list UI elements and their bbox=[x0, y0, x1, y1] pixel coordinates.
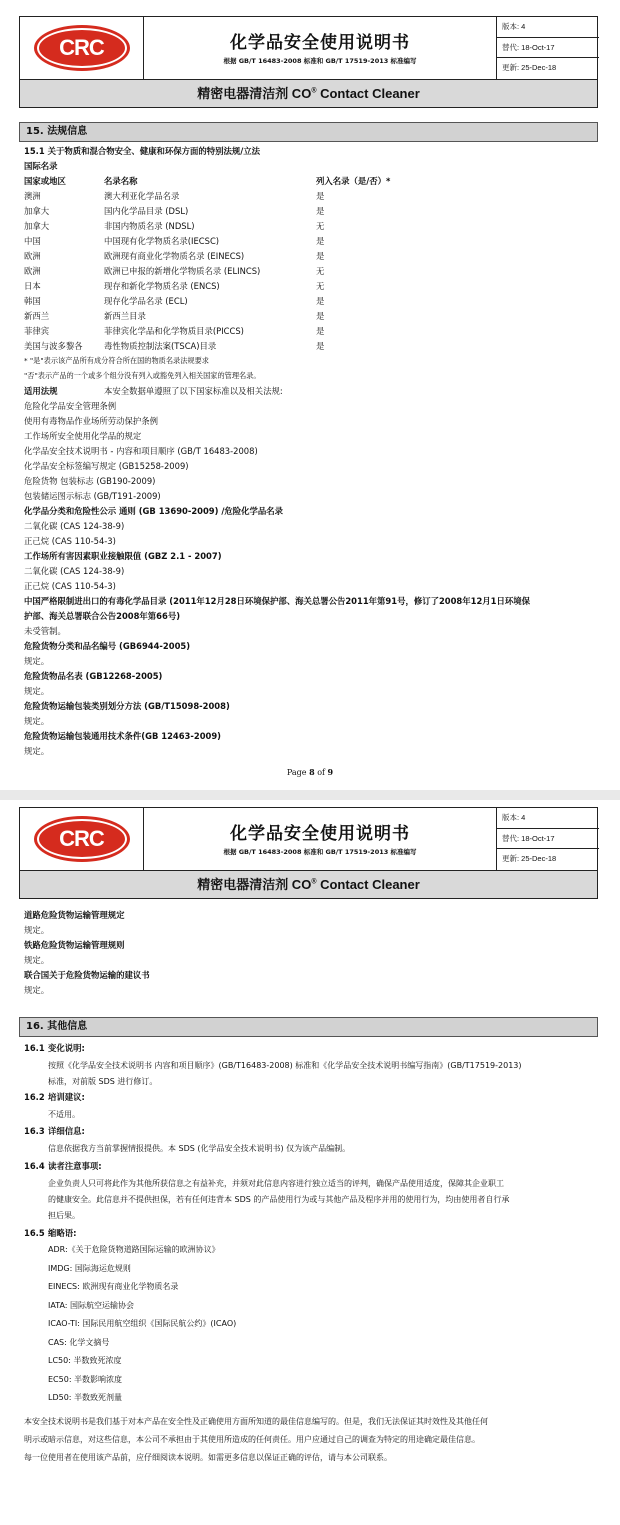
regulation-detail: 规定。 bbox=[24, 686, 50, 696]
transport-regs bbox=[24, 910, 594, 1000]
subsection-title: 培训建议: bbox=[48, 1092, 85, 1102]
regulation-item: 化学品安全标签编写规定 (GB15258-2009) bbox=[24, 461, 189, 471]
transport-reg-detail: 规定。 bbox=[24, 985, 50, 995]
regulation-title: 中国严格限制进出口的有毒化学品目录 (2011年12月28日环境保护部、海关总署公告2011年第91号，修订了2008年12月1日环境保 bbox=[24, 596, 530, 606]
abbreviation-item: IATA: 国际航空运输协会 bbox=[48, 1300, 135, 1310]
version-cell bbox=[496, 17, 599, 79]
transport-reg-title: 联合国关于危险货物运输的建议书 bbox=[24, 970, 150, 980]
subsection-title: 缩略语: bbox=[48, 1228, 77, 1238]
product-name-en: Contact Cleaner bbox=[316, 877, 420, 892]
regulation-title: 危险货物运输包装通用技术条件(GB 12463-2009) bbox=[24, 731, 221, 741]
note-yes: * "是"表示该产品所有成分符合所在国的物质名录法规要求 bbox=[24, 356, 209, 365]
regulation-title-cont: 护部、海关总署联合公告2008年第66号) bbox=[24, 611, 181, 621]
subsection-number: 16.3 bbox=[24, 1126, 45, 1136]
transport-reg-title: 道路危险货物运输管理规定 bbox=[24, 910, 125, 920]
cell-region: 中国 bbox=[24, 236, 41, 246]
table-row bbox=[24, 266, 594, 281]
table-row bbox=[24, 326, 594, 341]
logo-cell bbox=[20, 17, 144, 79]
regulation-title: 危险货物品名表 (GB12268-2005) bbox=[24, 671, 163, 681]
disclaimer bbox=[24, 1413, 590, 1467]
abbreviation-item: EC50: 半数影响浓度 bbox=[48, 1374, 123, 1384]
abbreviation-item: ADR:《关于危险货物道路国际运输的欧洲协议》 bbox=[48, 1245, 220, 1254]
cell-inventory: 现存化学品名录 (ECL) bbox=[104, 296, 188, 306]
table-row bbox=[24, 281, 594, 296]
body-line: 按照《化学品安全技术说明书 内容和项目顺序》(GB/T16483-2008) 标准和《化学品安全技术说明书编写指南》(GB/T17519-2013) bbox=[48, 1061, 522, 1070]
document-title: 化学品安全使用说明书 bbox=[230, 33, 410, 53]
body-line: 标准，对前版 SDS 进行修订。 bbox=[48, 1077, 158, 1086]
cell-region: 加拿大 bbox=[24, 206, 50, 216]
regulation-item: 包装储运图示标志 (GB/T191-2009) bbox=[24, 491, 161, 501]
footer-total-pages: 9 bbox=[327, 767, 334, 777]
regulation-blocks bbox=[24, 506, 594, 761]
regulation-title: 工作场所有害因素职业接触限值 (GBZ 2.1 - 2007) bbox=[24, 551, 222, 561]
transport-reg-detail: 规定。 bbox=[24, 925, 50, 935]
crc-logo bbox=[34, 25, 130, 71]
subsection-number: 16.1 bbox=[24, 1043, 45, 1053]
cell-inventory: 毒性物质控制法案(TSCA)目录 bbox=[104, 341, 217, 351]
document-header bbox=[19, 16, 598, 108]
regulation-item: 工作场所安全使用化学品的规定 bbox=[24, 431, 142, 441]
body-line: 信息依据我方当前掌握情报提供。本 SDS (化学品安全技术说明书) 仅为该产品编制。 bbox=[48, 1144, 351, 1153]
cell-inventory: 现存和新化学物质名录 (ENCS) bbox=[104, 281, 220, 291]
logo-text: CRC bbox=[59, 35, 104, 61]
col-listed: 列入名录（是/否）* bbox=[316, 176, 391, 186]
table-row bbox=[24, 206, 594, 221]
cell-region: 澳洲 bbox=[24, 191, 41, 201]
inventory-table-body bbox=[24, 191, 594, 356]
regulation-detail: 正己烷 (CAS 110-54-3) bbox=[24, 581, 116, 591]
cell-inventory: 欧洲已申报的新增化学物质名录 (ELINCS) bbox=[104, 266, 261, 276]
abbreviation-item: IMDG: 国际海运危规则 bbox=[48, 1263, 131, 1273]
subsection-body bbox=[48, 1058, 594, 1090]
cell-inventory: 澳大利亚化学品名录 bbox=[104, 191, 180, 201]
applicable-regs-line bbox=[24, 386, 594, 401]
table-row bbox=[24, 221, 594, 236]
regulation-title: 危险货物运输包装类别划分方法 (GB/T15098-2008) bbox=[24, 701, 230, 711]
title-cell bbox=[144, 808, 496, 870]
abbreviation-item: LC50: 半数致死浓度 bbox=[48, 1356, 122, 1365]
table-row bbox=[24, 236, 594, 251]
body-line: 不适用。 bbox=[48, 1110, 80, 1119]
document-subtitle: 根据 GB/T 16483-2008 标准和 GB/T 17519-2013 标准编写 bbox=[223, 57, 417, 66]
cell-inventory: 欧洲现有商业化学物质名录 (EINECS) bbox=[104, 251, 245, 261]
product-name-bar bbox=[20, 870, 597, 898]
regulation-detail: 规定。 bbox=[24, 716, 50, 726]
cell-region: 日本 bbox=[24, 281, 41, 291]
cell-region: 菲律宾 bbox=[24, 326, 50, 336]
transport-reg-detail: 规定。 bbox=[24, 955, 50, 965]
abbreviation-item: LD50: 半数致死剂量 bbox=[48, 1393, 123, 1402]
version-cell bbox=[496, 808, 599, 870]
logo-text: CRC bbox=[59, 826, 104, 852]
page-footer bbox=[0, 767, 620, 778]
sub-heading-15-1: 15.1 关于物质和混合物安全、健康和环保方面的特别法规/立法 bbox=[24, 146, 261, 156]
regulation-title: 化学品分类和危险性公示 通则 (GB 13690-2009) /危险化学品名录 bbox=[24, 506, 284, 516]
applicable-text: 本安全数据单遵照了以下国家标准以及相关法规: bbox=[104, 386, 283, 396]
subsection-body bbox=[48, 1141, 594, 1157]
document-subtitle: 根据 GB/T 16483-2008 标准和 GB/T 17519-2013 标准编写 bbox=[223, 848, 417, 857]
replaces-date: 替代: 18-Oct-17 bbox=[497, 38, 599, 59]
section-15-title: 15. 法规信息 bbox=[19, 122, 598, 142]
disclaimer-line: 本安全技术说明书是我们基于对本产品在安全性及正确使用方面所知道的最佳信息编写的。但是，我们无法保证其时效性及其他任何 bbox=[24, 1417, 488, 1426]
subsection-title: 变化说明: bbox=[48, 1043, 85, 1053]
footer-page-number: 8 bbox=[309, 767, 315, 777]
disclaimer-line: 每一位使用者在使用该产品前，应仔细阅读本说明。如需更多信息以保证正确的评估，请与本公司联系。 bbox=[24, 1453, 392, 1462]
cell-inventory: 中国现有化学物质名录(IECSC) bbox=[104, 236, 220, 246]
intl-inventory-heading: 国际名录 bbox=[24, 161, 58, 171]
cell-region: 美国与波多黎各 bbox=[24, 341, 83, 351]
table-row bbox=[24, 311, 594, 326]
body-line: 的健康安全。此信息并不提供担保，若有任何违背本 SDS 的产品使用行为或与其他产品及程序并用的使用行为，均由使用者自行承 bbox=[48, 1195, 510, 1204]
product-name: 精密电器清洁剂 CO bbox=[197, 86, 312, 101]
cell-listed: 是 bbox=[316, 206, 325, 216]
updated-date: 更新: 25-Dec-18 bbox=[502, 63, 557, 73]
footer-of: of bbox=[317, 768, 325, 777]
cell-inventory: 菲律宾化学品和化学物质目录(PICCS) bbox=[104, 326, 244, 336]
cell-inventory: 新西兰目录 bbox=[104, 311, 146, 321]
transport-reg-title: 铁路危险货物运输管理规则 bbox=[24, 940, 125, 950]
inventory-table-header bbox=[24, 176, 594, 191]
sds-page-9 bbox=[0, 800, 620, 1525]
body-line: 企业负责人只可将此作为其他所获信息之有益补充，并须对此信息内容进行独立适当的评判，确保产品使用适度，保障其企业职工 bbox=[48, 1179, 504, 1188]
regulation-detail: 规定。 bbox=[24, 746, 50, 756]
table-row bbox=[24, 296, 594, 311]
subsection-number: 16.5 bbox=[24, 1228, 45, 1238]
version: 版本: 4 bbox=[497, 17, 599, 38]
registered-mark: ® bbox=[311, 87, 317, 95]
cell-region: 欧洲 bbox=[24, 266, 41, 276]
disclaimer-line: 明示或暗示信息，对这些信息，本公司不承担由于其使用所造成的任何责任。用户应通过自己的调查为特定的用途确定最佳信息。 bbox=[24, 1435, 480, 1444]
crc-logo bbox=[34, 816, 130, 862]
cell-listed: 是 bbox=[316, 251, 325, 261]
product-name: 精密电器清洁剂 CO bbox=[197, 877, 312, 892]
cell-listed: 是 bbox=[316, 341, 325, 351]
col-inventory: 名录名称 bbox=[104, 176, 138, 186]
cell-listed: 是 bbox=[316, 296, 325, 306]
replaces-date: 替代: 18-Oct-17 bbox=[497, 829, 599, 850]
regulation-item: 危险货物 包装标志 (GB190-2009) bbox=[24, 476, 156, 486]
table-row bbox=[24, 251, 594, 266]
cell-region: 欧洲 bbox=[24, 251, 41, 261]
subsection-body bbox=[48, 1176, 594, 1224]
regulation-list bbox=[24, 401, 594, 506]
document-header bbox=[19, 807, 598, 899]
regulation-detail: 二氧化碳 (CAS 124-38-9) bbox=[24, 521, 125, 531]
version: 版本: 4 bbox=[497, 808, 599, 829]
abbreviation-item: EINECS: 欧洲现有商业化学物质名录 bbox=[48, 1282, 179, 1291]
updated-date: 更新: 25-Dec-18 bbox=[502, 854, 557, 864]
product-name-en: Contact Cleaner bbox=[316, 86, 420, 101]
table-row bbox=[24, 341, 594, 356]
table-row bbox=[24, 191, 594, 206]
cell-inventory: 国内化学品目录 (DSL) bbox=[104, 206, 189, 216]
cell-region: 新西兰 bbox=[24, 311, 50, 321]
subsection-body bbox=[48, 1107, 594, 1123]
note-no: "否"表示产品的一个或多个组分没有列入或豁免列入相关国家的管理名录。 bbox=[24, 371, 261, 380]
regulation-detail: 规定。 bbox=[24, 656, 50, 666]
cell-region: 加拿大 bbox=[24, 221, 50, 231]
title-cell bbox=[144, 17, 496, 79]
regulation-item: 危险化学品安全管理条例 bbox=[24, 401, 117, 411]
cell-listed: 无 bbox=[316, 281, 325, 291]
abbreviation-item: ICAO-TI: 国际民用航空组织《国际民航公约》(ICAO) bbox=[48, 1319, 237, 1328]
cell-listed: 是 bbox=[316, 326, 325, 336]
subsection-title: 读者注意事项: bbox=[48, 1161, 102, 1171]
regulation-item: 化学品安全技术说明书 - 内容和项目顺序 (GB/T 16483-2008) bbox=[24, 446, 258, 456]
cell-inventory: 非国内物质名录 (NDSL) bbox=[104, 221, 195, 231]
regulation-item: 使用有毒物品作业场所劳动保护条例 bbox=[24, 416, 158, 426]
applicable-label: 适用法规 bbox=[24, 386, 58, 396]
cell-listed: 是 bbox=[316, 236, 325, 246]
cell-listed: 无 bbox=[316, 266, 325, 276]
product-name-bar bbox=[20, 79, 597, 107]
body-line: 担后果。 bbox=[48, 1211, 80, 1220]
subsection-number: 16.4 bbox=[24, 1161, 45, 1171]
section-15-content bbox=[24, 146, 594, 761]
document-title: 化学品安全使用说明书 bbox=[230, 824, 410, 844]
footer-page-label: Page bbox=[286, 768, 307, 777]
cell-listed: 无 bbox=[316, 221, 325, 231]
registered-mark: ® bbox=[311, 878, 317, 886]
cell-listed: 是 bbox=[316, 191, 325, 201]
page-separator bbox=[0, 790, 620, 800]
regulation-title: 危险货物分类和品名编号 (GB6944-2005) bbox=[24, 641, 191, 651]
subsection-number: 16.2 bbox=[24, 1092, 45, 1102]
logo-cell bbox=[20, 808, 144, 870]
cell-listed: 是 bbox=[316, 311, 325, 321]
regulation-detail: 未受管制。 bbox=[24, 626, 66, 636]
section-16-title: 16. 其他信息 bbox=[19, 1017, 598, 1037]
col-region: 国家或地区 bbox=[24, 176, 66, 186]
subsection-title: 详细信息: bbox=[48, 1126, 85, 1136]
cell-region: 韩国 bbox=[24, 296, 41, 306]
abbreviation-item: CAS: 化学文摘号 bbox=[48, 1337, 110, 1347]
regulation-detail: 正己烷 (CAS 110-54-3) bbox=[24, 536, 116, 546]
regulation-detail: 二氧化碳 (CAS 124-38-9) bbox=[24, 566, 125, 576]
